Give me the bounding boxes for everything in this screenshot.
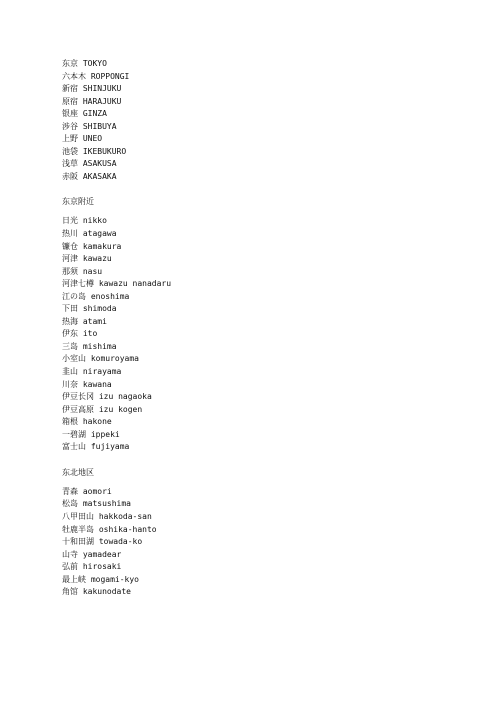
list-item: 原宿 HARAJUKU bbox=[62, 96, 122, 106]
list-item: 新宿 SHINJUKU bbox=[62, 84, 122, 94]
list-item: 小室山 komuroyama bbox=[62, 354, 139, 364]
section-tokyo bbox=[62, 58, 171, 183]
list-item: 松岛 matsushima bbox=[62, 499, 131, 509]
list-item: 弘前 hirosaki bbox=[62, 562, 122, 572]
section-tokyo-vicinity bbox=[62, 189, 171, 453]
list-item: 河津七樽 kawazu nanadaru bbox=[62, 279, 172, 289]
list-item: 一碧湖 ippeki bbox=[62, 429, 120, 439]
list-item: 浅草 ASAKUSA bbox=[62, 159, 117, 169]
list-item: 热海 atami bbox=[62, 316, 107, 326]
list-item: 伊豆长冈 izu nagaoka bbox=[62, 392, 152, 402]
list-item: 韭山 nirayama bbox=[62, 367, 122, 377]
list-item: 川奈 kawana bbox=[62, 379, 112, 389]
list-item: 池袋 IKEBUKURO bbox=[62, 146, 127, 156]
list-item: 江の岛 enoshima bbox=[62, 291, 130, 301]
list-item: 伊豆高原 izu kogen bbox=[62, 404, 143, 414]
list-item: 河津 kawazu bbox=[62, 254, 112, 264]
list-item: 银座 GINZA bbox=[62, 109, 107, 119]
place-name-list bbox=[62, 58, 171, 599]
list-item: 上野 UNEO bbox=[62, 134, 103, 144]
list-item: 角馆 kakunodate bbox=[62, 587, 131, 597]
section-tohoku bbox=[62, 460, 171, 599]
section-heading: 东北地区 bbox=[62, 467, 94, 477]
list-item: 青森 aomori bbox=[62, 486, 112, 496]
list-item: 山寺 yamadear bbox=[62, 549, 122, 559]
list-item: 赤阪 AKASAKA bbox=[62, 171, 117, 181]
list-item: 箱根 hakone bbox=[62, 417, 112, 427]
list-item: 六本木 ROPPONGI bbox=[62, 71, 130, 81]
list-item: 东京 TOKYO bbox=[62, 59, 107, 68]
list-item: 最上峡 mogami-kyo bbox=[62, 574, 139, 584]
list-item: 热川 atagawa bbox=[62, 229, 117, 239]
list-item: 下田 shimoda bbox=[62, 304, 117, 314]
list-item: 牡鹿半岛 oshika-hanto bbox=[62, 524, 157, 534]
list-item: 那须 nasu bbox=[62, 266, 103, 276]
list-item: 涉谷 SHIBUYA bbox=[62, 121, 117, 131]
list-item: 镰仓 kamakura bbox=[62, 241, 122, 251]
list-item: 日光 nikko bbox=[62, 216, 107, 226]
section-heading: 东京附近 bbox=[62, 197, 94, 207]
list-item: 十和田湖 towada-ko bbox=[62, 537, 143, 547]
list-item: 八甲田山 hakkoda-san bbox=[62, 511, 152, 521]
list-item: 伊东 ito bbox=[62, 329, 98, 339]
list-item: 富士山 fujiyama bbox=[62, 442, 130, 452]
list-item: 三岛 mishima bbox=[62, 341, 117, 351]
